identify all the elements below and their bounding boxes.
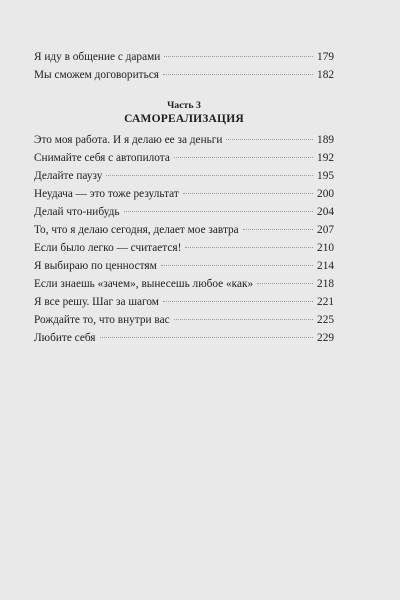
toc-entry [34, 185, 334, 203]
dot-leader [161, 265, 313, 266]
toc-entry [34, 221, 334, 239]
toc-entry-title: Неудача — это тоже результат [34, 188, 179, 200]
toc-entry-page: 200 [317, 188, 334, 200]
toc-entry [34, 66, 334, 84]
toc-entry-page: 182 [317, 69, 334, 81]
toc-entry-page: 195 [317, 170, 334, 182]
toc-entry-page: 210 [317, 242, 334, 254]
toc-entry-title: То, что я делаю сегодня, делает мое завтра [34, 224, 239, 236]
toc-entry-title: Я иду в общение с дарами [34, 51, 161, 63]
toc-entry-page: 221 [317, 296, 334, 308]
toc-top-section [34, 48, 334, 84]
toc-entry-page: 229 [317, 332, 334, 344]
part-header [34, 99, 334, 127]
dot-leader [243, 229, 313, 230]
toc-entry-page: 218 [317, 278, 334, 290]
toc-entry-title: Любите себя [34, 332, 96, 344]
toc-entry-title: Рождайте то, что внутри вас [34, 314, 170, 326]
toc-entry-page: 204 [317, 206, 334, 218]
toc-entry [34, 203, 334, 221]
toc-entry-page: 192 [317, 152, 334, 164]
toc-entry-page: 207 [317, 224, 334, 236]
toc-entry-title: Снимайте себя с автопилота [34, 152, 170, 164]
dot-leader [164, 56, 313, 57]
dot-leader [226, 139, 313, 140]
dot-leader [185, 247, 313, 248]
toc-entry-page: 179 [317, 51, 334, 63]
toc-entry-page: 189 [317, 134, 334, 146]
dot-leader [174, 157, 313, 158]
toc-entry-title: Мы сможем договориться [34, 69, 159, 81]
dot-leader [100, 337, 314, 338]
toc-entry [34, 48, 334, 66]
toc-entry [34, 149, 334, 167]
toc-entry-title: Я все решу. Шаг за шагом [34, 296, 159, 308]
toc-entry [34, 167, 334, 185]
part-label: Часть 3 [167, 100, 201, 111]
toc-entry-title: Я выбираю по ценностям [34, 260, 157, 272]
dot-leader [106, 175, 313, 176]
toc-entry-title: Если знаешь «зачем», вынесешь любое «как» [34, 278, 254, 290]
toc-entry-title: Это моя работа. И я делаю ее за деньги [34, 134, 223, 146]
dot-leader [124, 211, 314, 212]
toc-main-section [34, 131, 334, 347]
dot-leader [257, 283, 313, 284]
toc-entry-title: Если было легко — считается! [34, 242, 182, 254]
dot-leader [163, 301, 313, 302]
toc-entry-page: 214 [317, 260, 334, 272]
dot-leader [174, 319, 313, 320]
dot-leader [163, 74, 313, 75]
toc-entry [34, 239, 334, 257]
part-title: САМОРЕАЛИЗАЦИЯ [124, 113, 244, 125]
toc-entry-page: 225 [317, 314, 334, 326]
toc-entry-title: Делайте паузу [34, 170, 103, 182]
toc-entry [34, 311, 334, 329]
toc-entry [34, 293, 334, 311]
toc-entry [34, 275, 334, 293]
toc-entry [34, 131, 334, 149]
toc-entry-title: Делай что-нибудь [34, 206, 120, 218]
toc-entry [34, 257, 334, 275]
toc-entry [34, 329, 334, 347]
dot-leader [183, 193, 313, 194]
